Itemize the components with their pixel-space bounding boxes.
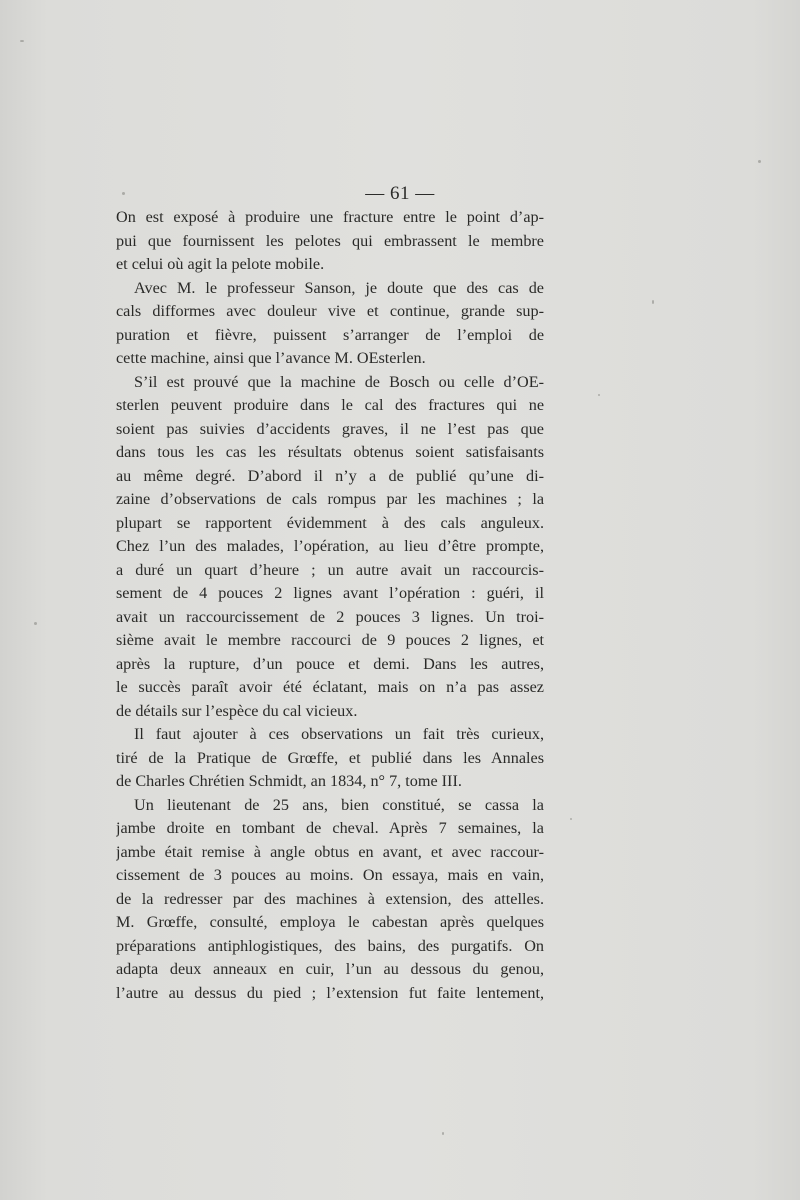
text-line: jambe droite en tombant de cheval. Après 7 semaines, la — [116, 819, 544, 837]
text-line: au même degré. D’abord il n’y a de publié qu’une di- — [116, 466, 544, 485]
body-text — [116, 206, 544, 1005]
text-line: sement de 4 pouces 2 lignes avant l’opération : guéri, il — [116, 584, 544, 602]
text-line: soient pas suivies d’accidents graves, il ne l’est pas que — [116, 419, 544, 438]
text-line: Avec M. le professeur Sanson, je doute que des cas de — [134, 278, 544, 297]
text-line: zaine d’observations de cals rompus par les machines ; la — [116, 490, 544, 508]
paper-speck — [570, 818, 572, 820]
text-line: l’autre au dessus du pied ; l’extension fut faite lentement, — [116, 983, 544, 1002]
text-line: avait un raccourcissement de 2 pouces 3 lignes. Un troi- — [116, 607, 544, 626]
text-line: S’il est prouvé que la machine de Bosch ou celle d’OE- — [134, 372, 544, 391]
text-line: jambe était remise à angle obtus en avant, et avec raccour- — [116, 842, 544, 861]
text-line: cissement de 3 pouces au moins. On essaya, mais en vain, — [116, 866, 544, 884]
page-number: — 61 — — [365, 183, 435, 204]
text-line: cals difformes avec douleur vive et continue, grande sup- — [116, 302, 544, 320]
paper-speck — [34, 622, 37, 625]
text-line: On est exposé à produire une fracture entre le point d’ap- — [116, 208, 544, 226]
text-line: tiré de la Pratique de Grœffe, et publié dans les Annales — [116, 748, 544, 767]
text-line: dans tous les cas les résultats obtenus soient satisfaisants — [116, 443, 544, 461]
paper-speck — [758, 160, 761, 163]
paper-speck — [20, 40, 24, 42]
text-line: sterlen peuvent produire dans le cal des fractures qui ne — [116, 396, 544, 414]
text-line: puration et fièvre, puissent s’arranger de l’emploi de — [116, 325, 544, 344]
text-line: pui que fournissent les pelotes qui embrassent le membre — [116, 231, 544, 250]
paper-speck — [598, 394, 600, 396]
paper-speck — [442, 1132, 444, 1135]
text-line: de Charles Chrétien Schmidt, an 1834, n° 7, tome III. — [116, 772, 462, 790]
text-line: M. Grœffe, consulté, employa le cabestan après quelques — [116, 913, 544, 931]
text-line: le succès paraît avoir été éclatant, mais on n’a pas assez — [116, 678, 544, 696]
text-line: plupart se rapportent évidemment à des cals anguleux. — [116, 513, 544, 532]
text-line: de détails sur l’espèce du cal vicieux. — [116, 701, 358, 720]
paper-speck — [652, 300, 654, 304]
text-line: Un lieutenant de 25 ans, bien constitué, se cassa la — [134, 795, 544, 814]
text-line: de la redresser par des machines à extension, des attelles. — [116, 889, 544, 908]
text-line: Chez l’un des malades, l’opération, au lieu d’être prompte, — [116, 537, 544, 555]
text-line: sième avait le membre raccourci de 9 pouces 2 lignes, et — [116, 631, 544, 649]
text-line: adapta deux anneaux en cuir, l’un au dessous du genou, — [116, 960, 544, 978]
text-line: cette machine, ainsi que l’avance M. OEsterlen. — [116, 349, 426, 367]
text-line: après la rupture, d’un pouce et demi. Dans les autres, — [116, 654, 544, 673]
text-line: et celui où agit la pelote mobile. — [116, 255, 325, 273]
text-line: préparations antiphlogistiques, des bains, des purgatifs. On — [116, 936, 544, 955]
text-line: a duré un quart d’heure ; un autre avait un raccourcis- — [116, 560, 544, 579]
text-line: Il faut ajouter à ces observations un fait très curieux, — [134, 725, 544, 743]
